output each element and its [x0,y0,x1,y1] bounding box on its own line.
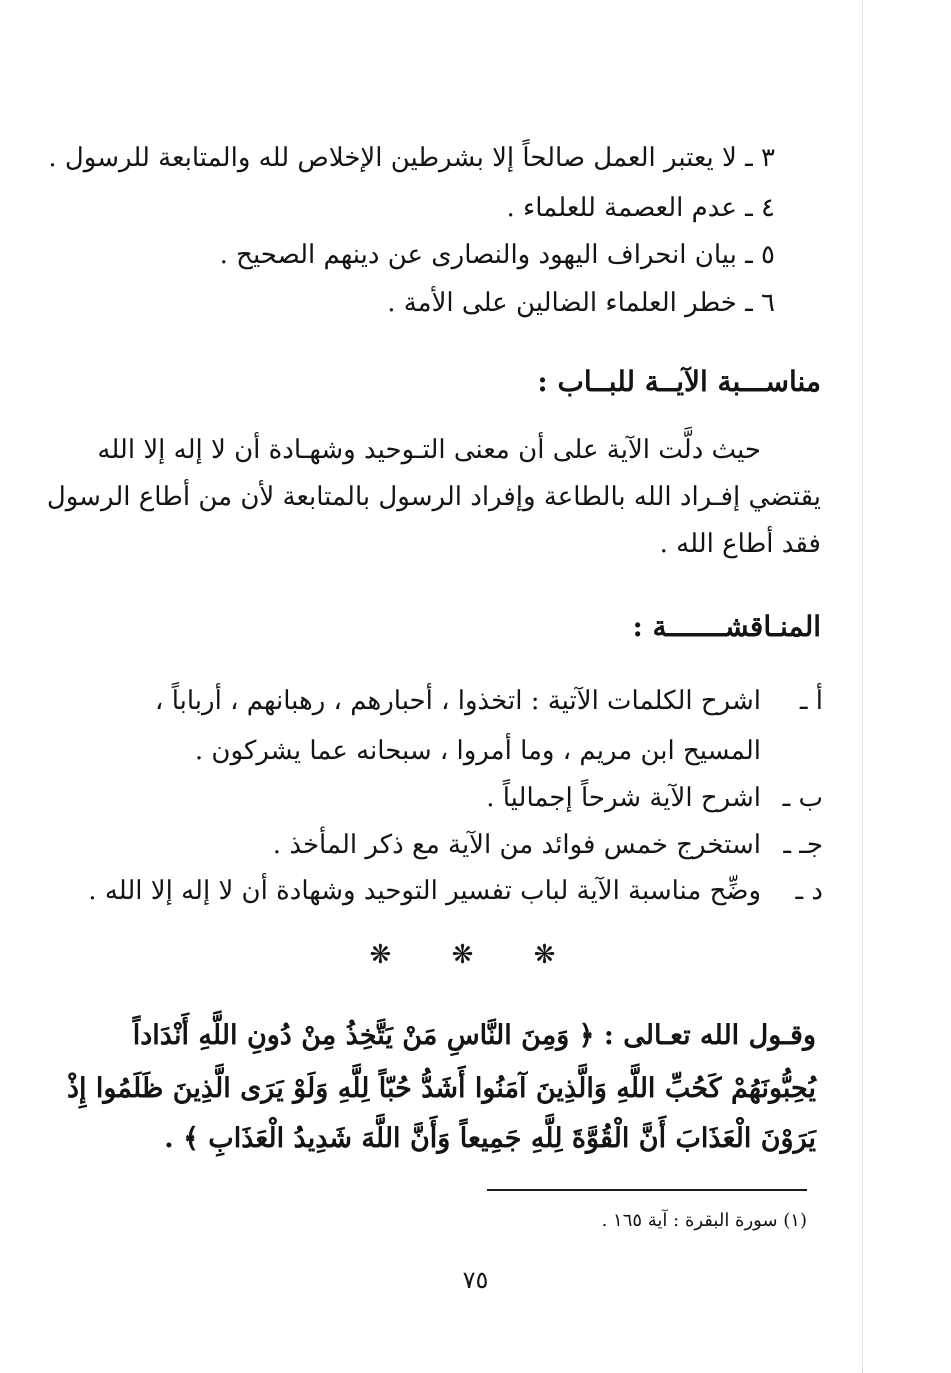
section-separator: ❋ ❋ ❋ [369,940,582,970]
discussion-item-b: اشرح الآية شرحاً إجمالياً . [486,783,761,813]
footnote: (١) سورة البقرة : آية ١٦٥ . [601,1210,807,1231]
relevance-line-1: حيث دلَّت الآية على أن معنى التـوحيد وشهـادة أن لا إله إلا الله [97,435,761,465]
quran-line-1: وقـول الله تعـالى : ﴿ وَمِنَ النَّاسِ مَنْ يَتَّخِذُ مِنْ دُونِ اللَّهِ أَنْدَاداً [132,1020,816,1051]
discussion-marker-b: ب ـ [782,783,823,813]
page-number: ٧٥ [462,1266,489,1294]
benefit-item-6: ٦ ـ خطر العلماء الضالين على الأمة . [387,288,775,318]
discussion-item-c: استخرج خمس فوائد من الآية مع ذكر المأخذ . [272,830,761,860]
footnote-rule [487,1189,807,1191]
discussion-marker-a: أ ـ [799,686,823,716]
discussion-item-a-line-1: اشرح الكلمات الآتية : اتخذوا ، أحبارهم ، رهبانهم ، أرباباً ، [155,686,761,716]
discussion-item-d: وضِّح مناسبة الآية لباب تفسير التوحيد وشهادة أن لا إله إلا الله . [88,876,761,906]
benefit-item-4: ٤ ـ عدم العصمة للعلماء . [506,193,775,223]
relevance-line-3: فقد أطاع الله . [659,529,821,559]
benefit-item-3: ٣ ـ لا يعتبر العمل صالحاً إلا بشرطين الإخلاص لله والمتابعة للرسول . [48,143,775,173]
discussion-marker-c: جـ ـ [783,830,823,860]
discussion-heading: المنـاقشـــــــة : [632,610,821,643]
quran-line-3: يَرَوْنَ الْعَذَابَ أَنَّ الْقُوَّةَ لِلَّهِ جَمِيعاً وَأَنَّ اللَّهَ شَدِيدُ الْعَذَابِ ﴾ . [164,1123,816,1154]
relevance-line-2: يقتضي إفـراد الله بالطاعة وإفراد الرسول بالمتابعة لأن من أطاع الرسول [46,482,821,512]
benefit-item-5: ٥ ـ بيان انحراف اليهود والنصارى عن دينهم الصحيح . [219,240,775,270]
quran-line-2: يُحِبُّونَهُمْ كَحُبِّ اللَّهِ وَالَّذِينَ آمَنُوا أَشَدُّ حُبّاً لِلَّهِ وَلَوْ يَرَى الَّذِينَ ظَلَمُوا إِذْ [66,1073,816,1104]
discussion-item-a-line-2: المسيح ابن مريم ، وما أمروا ، سبحانه عما يشركون . [194,736,761,766]
relevance-heading: مناســـبة الآيــة للبــاب : [537,365,821,398]
discussion-marker-d: د ـ [795,876,823,906]
page-edge-dots [862,0,863,1373]
